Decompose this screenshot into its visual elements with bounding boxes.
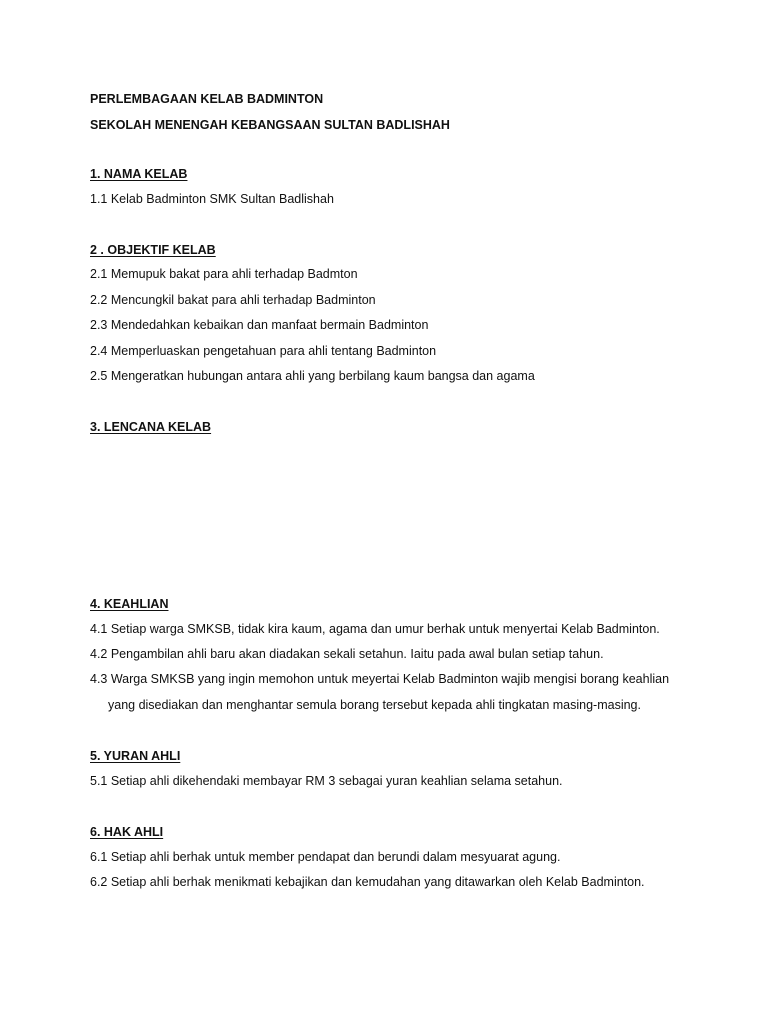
- section-heading-yuran-ahli: 5. YURAN AHLI: [90, 749, 181, 763]
- document-title-line-1: PERLEMBAGAAN KELAB BADMINTON: [90, 92, 324, 106]
- section-heading-keahlian: 4. KEAHLIAN: [90, 597, 169, 611]
- section-heading-lencana-kelab: 3. LENCANA KELAB: [90, 420, 212, 434]
- list-item: 4.3 Warga SMKSB yang ingin memohon untuk meyertai Kelab Badminton wajib mengisi borang keahlian: [90, 672, 670, 686]
- section-heading-hak-ahli: 6. HAK AHLI: [90, 825, 164, 839]
- list-item: 4.1 Setiap warga SMKSB, tidak kira kaum, agama dan umur berhak untuk menyertai Kelab Badminton.: [90, 622, 660, 636]
- list-item: 2.2 Mencungkil bakat para ahli terhadap Badminton: [90, 293, 376, 307]
- section-heading-nama-kelab: 1. NAMA KELAB: [90, 167, 188, 181]
- list-item: 2.1 Memupuk bakat para ahli terhadap Badmton: [90, 267, 358, 281]
- list-item: 4.2 Pengambilan ahli baru akan diadakan sekali setahun. Iaitu pada awal bulan setiap tahun.: [90, 647, 604, 661]
- list-item: 6.2 Setiap ahli berhak menikmati kebajikan dan kemudahan yang ditawarkan oleh Kelab Badminton.: [90, 875, 645, 889]
- document-title-line-2: SEKOLAH MENENGAH KEBANGSAAN SULTAN BADLISHAH: [90, 118, 450, 132]
- section-heading-objektif-kelab: 2 . OBJEKTIF KELAB: [90, 243, 216, 257]
- list-item: 1.1 Kelab Badminton SMK Sultan Badlishah: [90, 192, 334, 206]
- list-item: 6.1 Setiap ahli berhak untuk member pendapat dan berundi dalam mesyuarat agung.: [90, 850, 561, 864]
- list-item: 2.5 Mengeratkan hubungan antara ahli yang berbilang kaum bangsa dan agama: [90, 369, 535, 383]
- list-item: 5.1 Setiap ahli dikehendaki membayar RM 3 sebagai yuran keahlian selama setahun.: [90, 774, 563, 788]
- list-item: 2.3 Mendedahkan kebaikan dan manfaat bermain Badminton: [90, 318, 429, 332]
- lencana-blank-area: [90, 445, 680, 585]
- list-item: 2.4 Memperluaskan pengetahuan para ahli tentang Badminton: [90, 344, 437, 358]
- list-item-continuation: yang disediakan dan menghantar semula borang tersebut kepada ahli tingkatan masing-masing.: [108, 698, 641, 712]
